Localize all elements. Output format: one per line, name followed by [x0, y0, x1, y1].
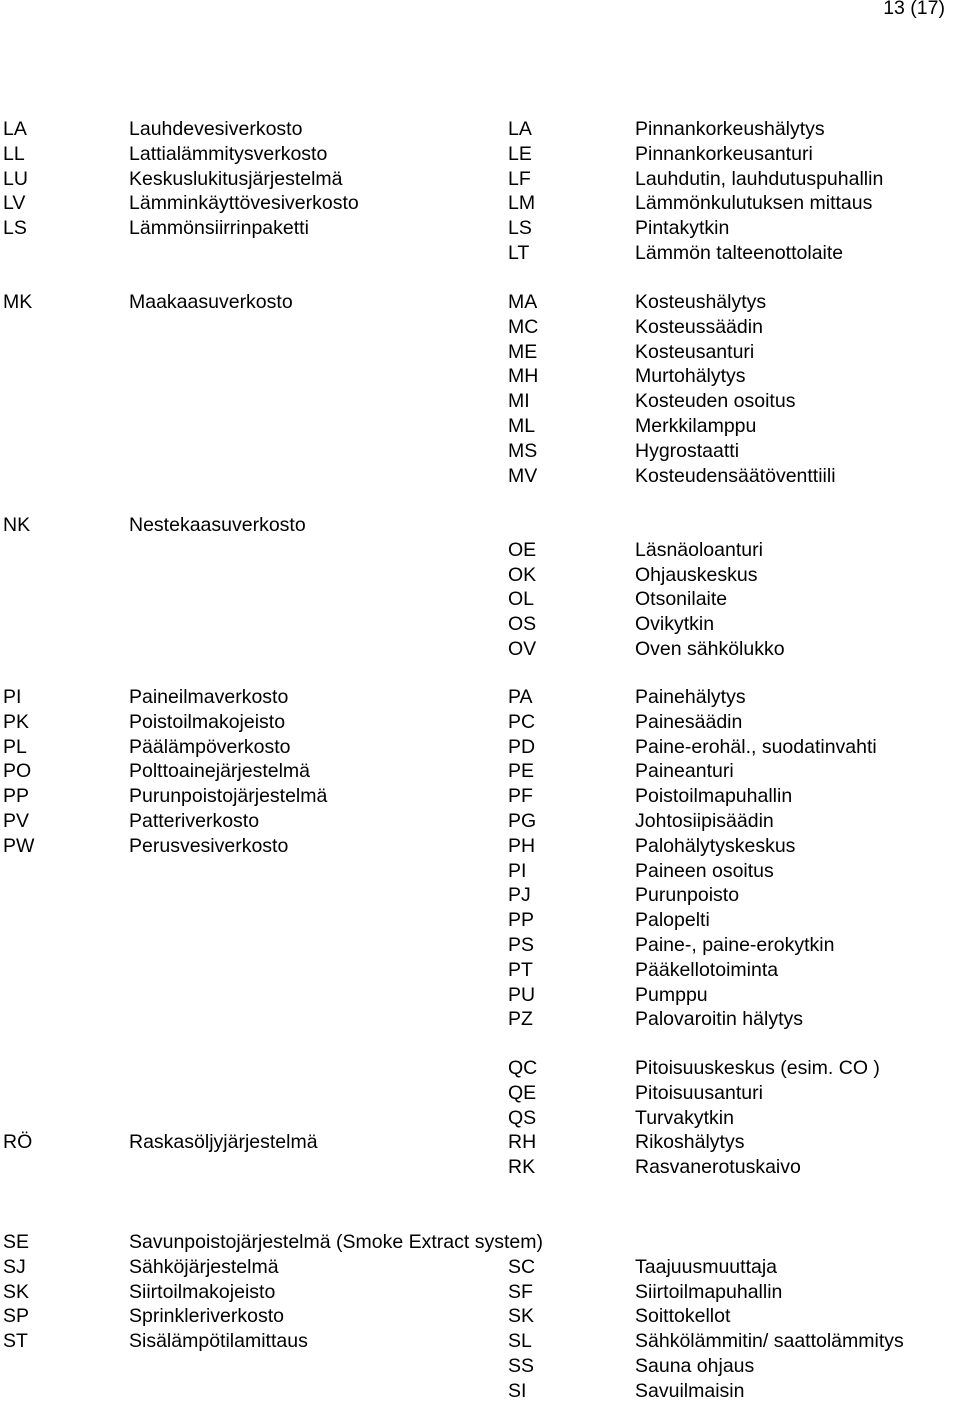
- right-description: Ohjauskeskus: [635, 563, 758, 586]
- left-code: NK: [3, 514, 31, 536]
- list-row: [0, 587, 960, 611]
- list-row: [0, 1106, 960, 1130]
- list-row: [0, 117, 960, 141]
- list-row: [0, 710, 960, 734]
- list-row: [0, 1155, 960, 1179]
- right-code: PD: [508, 735, 536, 758]
- left-code: SE: [3, 1231, 30, 1253]
- right-description: Palopelti: [635, 909, 710, 932]
- right-description: Pääkellotoiminta: [635, 958, 779, 981]
- right-code: MA: [508, 291, 538, 313]
- right-description: Poistoilmapuhallin: [635, 785, 793, 808]
- left-code: PW: [3, 834, 35, 857]
- list-row: [0, 167, 960, 191]
- right-code: LF: [508, 167, 531, 190]
- right-description: Rikoshälytys: [635, 1131, 745, 1154]
- left-code: LS: [3, 217, 27, 240]
- right-code: MS: [508, 439, 538, 462]
- list-row: [0, 1056, 960, 1080]
- left-code: LL: [3, 142, 25, 165]
- left-description: Sprinkleriverkosto: [129, 1305, 284, 1328]
- right-description: Oven sähkölukko: [635, 638, 785, 660]
- list-row: [0, 241, 960, 265]
- right-code: QC: [508, 1057, 538, 1079]
- right-description: Kosteushälytys: [635, 291, 767, 313]
- list-row: [0, 142, 960, 166]
- right-description: Pinnankorkeushälytys: [635, 118, 825, 140]
- left-description: Nestekaasuverkosto: [129, 514, 306, 536]
- list-row: [0, 364, 960, 388]
- right-code: OL: [508, 588, 535, 611]
- right-description: Kosteussäädin: [635, 315, 763, 338]
- right-description: Soittokellot: [635, 1305, 731, 1328]
- right-description: Lämmön talteenottolaite: [635, 242, 844, 264]
- left-description: Patteriverkosto: [129, 810, 260, 832]
- right-code: PC: [508, 710, 536, 733]
- list-row: [0, 809, 960, 833]
- left-description: Siirtoilmakojeisto: [129, 1280, 276, 1303]
- left-description: Lämmönsiirrinpaketti: [129, 217, 309, 240]
- right-code: SK: [508, 1305, 535, 1328]
- right-description: Pinnankorkeusanturi: [635, 142, 813, 165]
- right-description: Pintakytkin: [635, 217, 730, 240]
- list-row: [0, 759, 960, 783]
- right-description: Pitoisuuskeskus (esim. CO ): [635, 1057, 880, 1079]
- right-code: PH: [508, 834, 536, 857]
- list-row: [0, 1255, 960, 1279]
- list-row: [0, 191, 960, 215]
- right-description: Pumppu: [635, 983, 708, 1006]
- right-description: Taajuusmuuttaja: [635, 1255, 778, 1278]
- list-row: [0, 290, 960, 314]
- right-code: OS: [508, 613, 537, 636]
- right-description: Läsnäoloanturi: [635, 538, 763, 561]
- list-row: [0, 784, 960, 808]
- right-description: Kosteuden osoitus: [635, 390, 796, 413]
- right-description: Sähkölämmitin/ saattolämmitys: [635, 1330, 904, 1353]
- right-code: PE: [508, 760, 535, 783]
- left-code: PO: [3, 760, 32, 783]
- list-row: [0, 637, 960, 661]
- left-description: Päälämpöverkosto: [129, 735, 291, 758]
- list-row: [0, 958, 960, 982]
- list-row: [0, 859, 960, 883]
- right-description: Merkkilamppu: [635, 415, 757, 437]
- left-description: Purunpoistojärjestelmä: [129, 785, 328, 808]
- left-description: Poistoilmakojeisto: [129, 710, 286, 733]
- right-code: PP: [508, 909, 535, 932]
- right-code: PS: [508, 934, 535, 956]
- left-description: Savunpoistojärjestelmä (Smoke Extract system): [129, 1231, 543, 1253]
- list-row: [0, 513, 960, 537]
- right-description: Palohälytyskeskus: [635, 834, 796, 857]
- right-code: ME: [508, 340, 538, 363]
- right-code: LT: [508, 242, 530, 264]
- list-row: [0, 1304, 960, 1328]
- left-description: Polttoainejärjestelmä: [129, 760, 311, 783]
- left-description: Maakaasuverkosto: [129, 291, 293, 313]
- right-description: Pitoisuusanturi: [635, 1081, 763, 1104]
- list-row: [0, 685, 960, 709]
- right-code: SL: [508, 1330, 532, 1353]
- list-row: [0, 464, 960, 488]
- right-description: Johtosiipisäädin: [635, 810, 774, 832]
- left-code: PK: [3, 710, 30, 733]
- right-code: QS: [508, 1106, 537, 1129]
- right-code: LA: [508, 118, 532, 140]
- left-description: Sähköjärjestelmä: [129, 1255, 279, 1278]
- left-description: Lämminkäyttövesiverkosto: [129, 192, 359, 215]
- right-code: SS: [508, 1355, 535, 1377]
- left-description: Paineilmaverkosto: [129, 686, 289, 708]
- left-description: Lattialämmitysverkosto: [129, 142, 328, 165]
- list-row: [0, 563, 960, 587]
- right-description: Ovikytkin: [635, 613, 715, 636]
- list-row: [0, 439, 960, 463]
- right-code: OK: [508, 563, 537, 586]
- right-description: Paine-, paine-erokytkin: [635, 934, 835, 956]
- right-code: ML: [508, 415, 536, 437]
- list-row: [0, 1130, 960, 1154]
- list-row: [0, 1007, 960, 1031]
- right-code: LS: [508, 217, 532, 240]
- right-code: PZ: [508, 1008, 533, 1031]
- right-description: Siirtoilmapuhallin: [635, 1280, 783, 1303]
- right-code: PU: [508, 983, 536, 1006]
- right-code: PI: [508, 859, 527, 882]
- right-description: Savuilmaisin: [635, 1379, 745, 1402]
- right-code: PG: [508, 810, 537, 832]
- list-row: [0, 1081, 960, 1105]
- right-code: SI: [508, 1379, 527, 1402]
- left-code: LU: [3, 167, 28, 190]
- left-code: MK: [3, 291, 33, 313]
- right-description: Purunpoisto: [635, 884, 740, 907]
- left-code: PI: [3, 686, 22, 708]
- list-row: [0, 1329, 960, 1353]
- right-code: QE: [508, 1081, 537, 1104]
- right-code: PF: [508, 785, 533, 808]
- list-row: [0, 340, 960, 364]
- right-code: MI: [508, 390, 530, 413]
- list-row: [0, 983, 960, 1007]
- page-number: 13 (17): [883, 0, 945, 19]
- right-description: Paineanturi: [635, 760, 734, 783]
- list-row: [0, 883, 960, 907]
- right-description: Hygrostaatti: [635, 439, 740, 462]
- list-row: [0, 216, 960, 240]
- left-description: Keskuslukitusjärjestelmä: [129, 167, 343, 190]
- right-code: LM: [508, 192, 536, 215]
- right-code: SF: [508, 1280, 533, 1303]
- right-code: OE: [508, 538, 537, 561]
- right-code: PA: [508, 686, 533, 708]
- right-code: RK: [508, 1156, 536, 1179]
- left-description: Raskasöljyjärjestelmä: [129, 1131, 318, 1154]
- right-description: Palovaroitin hälytys: [635, 1008, 803, 1031]
- right-description: Kosteudensäätöventtiili: [635, 464, 836, 487]
- left-description: Perusvesiverkosto: [129, 834, 289, 857]
- right-code: OV: [508, 638, 537, 660]
- right-description: Paineen osoitus: [635, 859, 774, 882]
- left-code: RÖ: [3, 1131, 33, 1154]
- left-code: PP: [3, 785, 30, 808]
- right-code: SC: [508, 1255, 536, 1278]
- left-description: Lauhdevesiverkosto: [129, 118, 303, 140]
- right-code: LE: [508, 142, 532, 165]
- list-row: [0, 1280, 960, 1304]
- right-description: Lämmönkulutuksen mittaus: [635, 192, 873, 215]
- right-code: MH: [508, 365, 539, 388]
- right-description: Painesäädin: [635, 710, 743, 733]
- left-description: Sisälämpötilamittaus: [129, 1330, 308, 1353]
- right-description: Rasvanerotuskaivo: [635, 1156, 801, 1179]
- left-code: SP: [3, 1305, 30, 1328]
- right-description: Kosteusanturi: [635, 340, 755, 363]
- left-code: SJ: [3, 1255, 26, 1278]
- left-code: ST: [3, 1330, 28, 1353]
- list-row: [0, 1379, 960, 1403]
- list-row: [0, 933, 960, 957]
- right-description: Otsonilaite: [635, 588, 728, 611]
- list-row: [0, 538, 960, 562]
- list-row: [0, 389, 960, 413]
- right-code: RH: [508, 1131, 537, 1154]
- left-code: LA: [3, 118, 27, 140]
- left-code: PL: [3, 735, 27, 758]
- list-row: [0, 735, 960, 759]
- left-code: SK: [3, 1280, 30, 1303]
- list-row: [0, 612, 960, 636]
- right-description: Painehälytys: [635, 686, 746, 708]
- right-code: MC: [508, 315, 539, 338]
- left-code: PV: [3, 810, 30, 832]
- right-description: Turvakytkin: [635, 1106, 734, 1129]
- list-row: [0, 834, 960, 858]
- list-row: [0, 1230, 960, 1254]
- right-description: Sauna ohjaus: [635, 1355, 755, 1377]
- right-code: MV: [508, 464, 538, 487]
- right-description: Lauhdutin, lauhdutuspuhallin: [635, 167, 884, 190]
- left-code: LV: [3, 192, 26, 215]
- right-code: PT: [508, 958, 533, 981]
- list-row: [0, 1354, 960, 1378]
- list-row: [0, 908, 960, 932]
- right-description: Murtohälytys: [635, 365, 746, 388]
- right-code: PJ: [508, 884, 531, 907]
- list-row: [0, 414, 960, 438]
- right-description: Paine-erohäl., suodatinvahti: [635, 735, 877, 758]
- list-row: [0, 315, 960, 339]
